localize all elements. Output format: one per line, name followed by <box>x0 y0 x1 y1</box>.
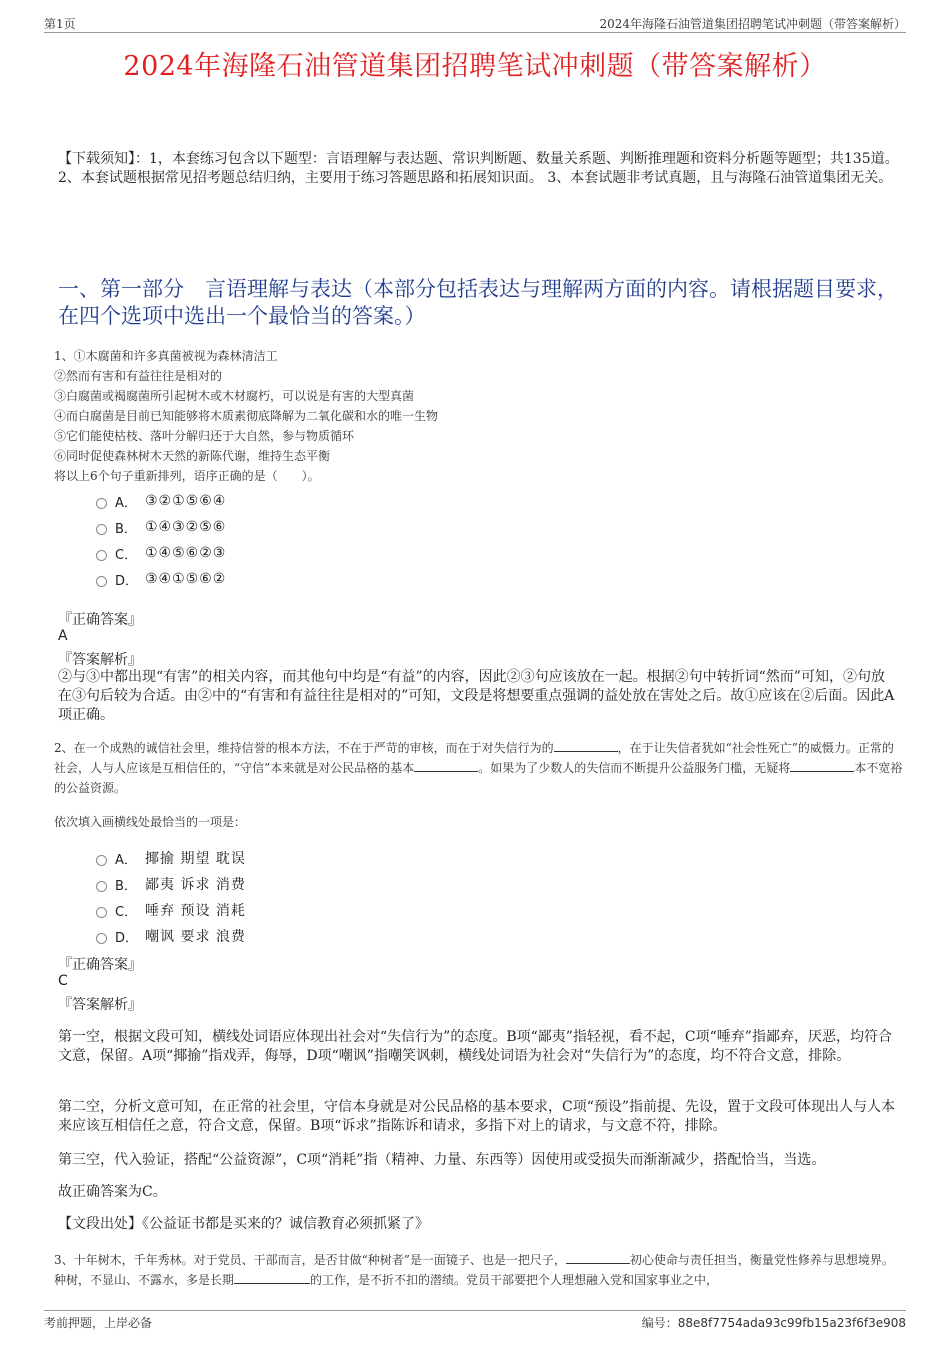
radio-icon[interactable] <box>96 524 107 535</box>
footer-slogan: 考前押题，上岸必备 <box>44 1316 153 1330</box>
radio-icon[interactable] <box>96 550 107 561</box>
q2-answer-label: 『正确答案』 <box>58 957 142 973</box>
fill-blank <box>234 1271 310 1284</box>
download-notice: 【下载须知】：1，本套练习包含以下题型：言语理解与表达题、常识判断题、数量关系题、判断推理题和资料分析题等题型；共135道。 2、本套试题根据常见招考题总结归纳，主要用于练习答题思路和拓展知识面。 3、本套试题非考试真题，且与海隆石油管道集团无关。 <box>58 151 899 186</box>
q1-answer: A <box>58 628 68 644</box>
q1-answer-label: 『正确答案』 <box>58 612 142 628</box>
q2-source: 【文段出处】《公益证书都是买来的？诚信教育必须抓紧了》 <box>58 1216 429 1232</box>
fill-blank <box>554 739 618 752</box>
q2-prompt: 依次填入画横线处最恰当的一项是： <box>54 815 247 829</box>
radio-icon[interactable] <box>96 855 107 866</box>
q1-line: ⑤它们能使枯枝、落叶分解归还于大自然，参与物质循环 <box>54 429 355 443</box>
question-1 <box>54 346 904 486</box>
radio-icon[interactable] <box>96 907 107 918</box>
q2-answer: C <box>58 973 68 989</box>
q2-option-c[interactable]: C． 唾弃 预设 消耗 <box>96 897 246 923</box>
section-heading: 一、第一部分 言语理解与表达（本部分包括表达与理解两方面的内容。请根据题目要求，在四个选项中选出一个最恰当的答案。） <box>58 277 898 328</box>
header-divider <box>44 32 906 33</box>
q1-options <box>96 488 226 592</box>
radio-icon[interactable] <box>96 881 107 892</box>
q2-option-d[interactable]: D． 嘲讽 要求 浪费 <box>96 923 246 949</box>
q1-option-c[interactable]: C． ①④⑤⑥②③ <box>96 540 226 566</box>
q2-analysis-label: 『答案解析』 <box>58 997 142 1013</box>
q1-line: ⑥同时促使森林树木天然的新陈代谢，维持生态平衡 <box>54 449 331 463</box>
q2-option-b[interactable]: B． 鄙夷 诉求 消费 <box>96 871 246 897</box>
question-2-stem: 2、在一个成熟的诚信社会里，维持信誉的根本方法，不在于严苛的审核，而在于对失信行为的 ，在于让失信者犹如“社会性死亡”的威慑力。正常的社会，人与人应该是互相信任的，“守信”本来就是对公民品格的基本 。如果为了少数人的失信而不断提升公益服务门槛，无疑将 本不宽裕的公益资源。 <box>54 741 903 795</box>
q2-analysis-2: 第二空，分析文意可知，在正常的社会里，守信本身就是对公民品格的基本要求，C项“预设”指前提、先设，置于文段可体现出人与人本来应该互相信任之意，符合文意，保留。B项“诉求”指陈诉和请求，多指下对上的请求，与文意不符，排除。 <box>58 1099 896 1134</box>
radio-icon[interactable] <box>96 498 107 509</box>
q2-analysis-4: 故正确答案为C。 <box>58 1184 167 1200</box>
q1-line: ④而白腐菌是目前已知能够将木质素彻底降解为二氧化碳和水的唯一生物 <box>54 409 439 423</box>
q1-line: ②然而有害和有益往往是相对的 <box>54 369 223 383</box>
radio-icon[interactable] <box>96 933 107 944</box>
q1-line: 将以上6个句子重新排列，语序正确的是（ ）。 <box>54 469 320 483</box>
q1-option-b[interactable]: B． ①④③②⑤⑥ <box>96 514 226 540</box>
fill-blank <box>414 759 478 772</box>
q2-option-a[interactable]: A． 揶揄 期望 耽误 <box>96 845 246 871</box>
radio-icon[interactable] <box>96 576 107 587</box>
fill-blank <box>790 759 854 772</box>
q2-analysis-1: 第一空，根据文段可知，横线处词语应体现出社会对“失信行为”的态度。B项“鄙夷”指轻视，看不起，C项“唾弃”指鄙弃，厌恶，均符合文意，保留。A项“揶揄”指戏弄，侮辱，D项“嘲讽”指嘲笑讽刺，横线处词语为社会对“失信行为”的态度，均不符合文意，排除。 <box>58 1029 892 1064</box>
fill-blank <box>566 1251 630 1264</box>
footer-divider <box>44 1310 906 1311</box>
footer-code: 编号：88e8f7754ada93c99fb15a23f6f3e908 <box>641 1316 906 1330</box>
q1-line: ③白腐菌或褐腐菌所引起树木或木材腐朽，可以说是有害的大型真菌 <box>54 389 415 403</box>
q1-analysis-label: 『答案解析』 <box>58 652 142 668</box>
header-doc-title: 2024年海隆石油管道集团招聘笔试冲刺题（带答案解析） <box>599 17 906 31</box>
q2-analysis-3: 第三空，代入验证，搭配“公益资源”，C项“消耗”指（精神、力量、东西等）因使用或受损失而渐渐减少，搭配恰当，当选。 <box>58 1152 826 1168</box>
q2-options <box>96 845 246 949</box>
page-number: 第1页 <box>44 17 76 31</box>
q1-option-a[interactable]: A． ③②①⑤⑥④ <box>96 488 226 514</box>
q1-line: 1、①木腐菌和许多真菌被视为森林清洁工 <box>54 349 278 363</box>
page-title: 2024年海隆石油管道集团招聘笔试冲刺题（带答案解析） <box>123 51 827 82</box>
question-3-stem: 3、十年树木，千年秀林。对于党员、干部而言，是否甘做“种树者”是一面镜子、也是一把尺子， 初心使命与责任担当，衡量党性修养与思想境界。种树，不显山、不露水，多是长期 的工作，是不折不扣的潜绩。党员干部要把个人理想融入党和国家事业之中， <box>54 1253 894 1287</box>
q1-option-d[interactable]: D． ③④①⑤⑥② <box>96 566 226 592</box>
q1-analysis: ②与③中都出现“有害”的相关内容，而其他句中均是“有益”的内容，因此②③句应该放在一起。根据②句中转折词“然而”可知，②句放在③句后较为合适。由②中的“有害和有益往往是相对的”可知，文段是将想要重点强调的益处放在害处之后。故①应该在②后面。因此A项正确。 <box>58 669 895 723</box>
